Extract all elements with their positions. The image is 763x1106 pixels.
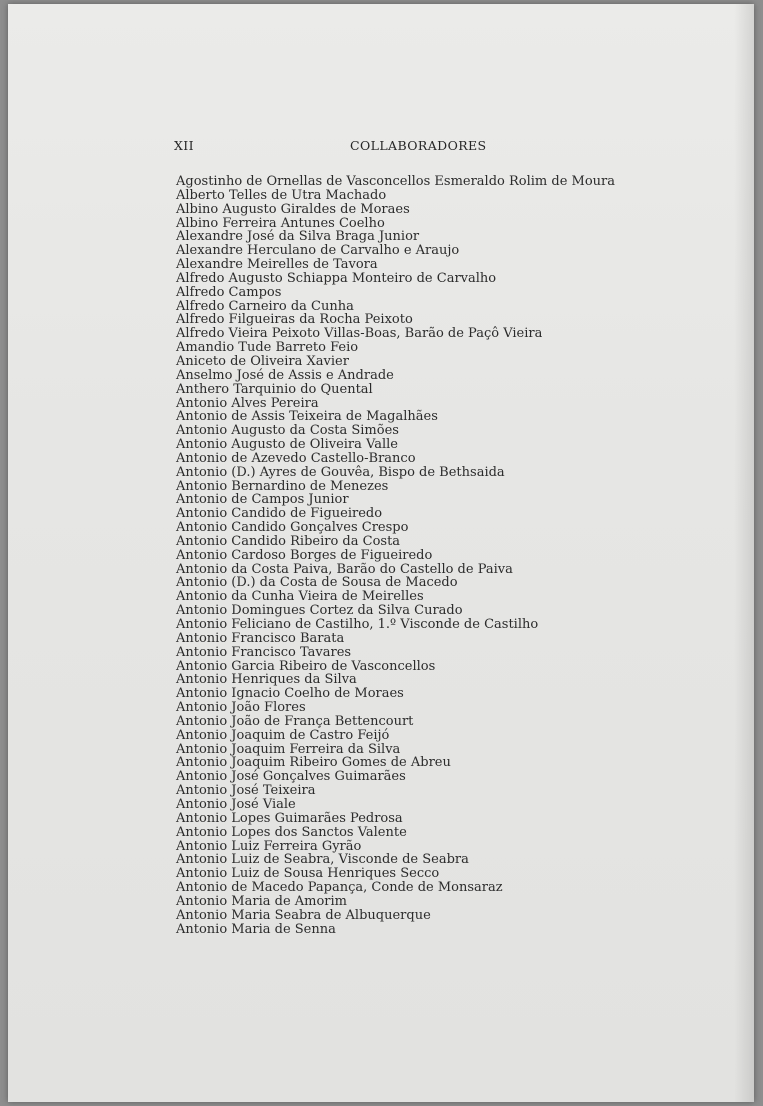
collaborator-name: Antonio de Campos Junior xyxy=(176,492,349,508)
collaborator-name: Antonio Feliciano de Castilho, 1.º Visconde de Castilho xyxy=(176,617,539,632)
running-head: COLLABORADORES xyxy=(350,138,487,153)
book-page xyxy=(8,4,754,1102)
collaborator-name: Antonio da Cunha Vieira de Meirelles xyxy=(176,589,424,605)
collaborator-name: Antonio de Azevedo Castello-Branco xyxy=(176,450,416,466)
collaborator-name: Alberto Telles de Utra Machado xyxy=(176,187,387,203)
collaborator-name: Antonio Candido Gonçalves Crespo xyxy=(176,520,409,536)
collaborator-name: Alfredo Vieira Peixoto Villas-Boas, Barão de Paçô Vieira xyxy=(176,326,543,342)
collaborator-name: Antonio Lopes Guimarães Pedrosa xyxy=(176,810,403,826)
collaborator-name: Antonio Augusto de Oliveira Valle xyxy=(176,437,398,453)
collaborator-name: Antonio Bernardino de Menezes xyxy=(176,478,389,494)
collaborator-name: Antonio Maria Seabra de Albuquerque xyxy=(176,907,431,923)
collaborator-name: Antonio Domingues Cortez da Silva Curado xyxy=(176,603,463,619)
collaborator-name: Antonio Joaquim Ferreira da Silva xyxy=(176,741,401,757)
collaborator-name: Antonio Augusto da Costa Simões xyxy=(176,423,399,439)
collaborator-name: Antonio João de França Bettencourt xyxy=(176,713,414,729)
collaborator-name: Antonio Lopes dos Sanctos Valente xyxy=(176,824,407,840)
collaborator-name: Antonio Garcia Ribeiro de Vasconcellos xyxy=(176,658,436,674)
collaborator-name: Antonio (D.) Ayres de Gouvêa, Bispo de Bethsaida xyxy=(176,464,505,480)
collaborator-name: Antonio Henriques da Silva xyxy=(176,672,357,688)
collaborator-name: Antonio José Viale xyxy=(176,796,296,812)
collaborator-name: Antonio Luiz Ferreira Gyrão xyxy=(176,838,362,854)
collaborator-name: Antonio Candido Ribeiro da Costa xyxy=(176,533,401,549)
collaborator-name: Antonio (D.) da Costa de Sousa de Macedo xyxy=(176,575,458,591)
collaborator-name: Antonio Joaquim Ribeiro Gomes de Abreu xyxy=(176,755,451,771)
collaborator-name: Antonio Luiz de Seabra, Visconde de Seabra xyxy=(176,852,469,868)
collaborator-name: Alfredo Augusto Schiappa Monteiro de Carvalho xyxy=(176,270,497,286)
collaborator-name: Antonio Cardoso Borges de Figueiredo xyxy=(176,547,433,563)
collaborator-name: Antonio José Gonçalves Guimarães xyxy=(176,769,406,785)
page-shadow-edge xyxy=(734,4,754,1102)
collaborator-name: Albino Ferreira Antunes Coelho xyxy=(176,215,385,231)
collaborator-name: Antonio Ignacio Coelho de Moraes xyxy=(176,686,404,702)
collaborator-name: Antonio José Teixeira xyxy=(176,783,316,799)
collaborator-name: Alfredo Filgueiras da Rocha Peixoto xyxy=(176,312,413,328)
collaborator-name: Antonio Maria de Senna xyxy=(176,921,336,937)
collaborator-name: Alfredo Carneiro da Cunha xyxy=(176,298,354,314)
collaborator-name: Aniceto de Oliveira Xavier xyxy=(176,353,349,369)
collaborator-name: Anselmo José de Assis e Andrade xyxy=(176,367,394,383)
collaborator-name: Amandio Tude Barreto Feio xyxy=(176,340,359,356)
collaborator-name: Antonio Joaquim de Castro Feijó xyxy=(176,727,390,743)
page-number: XII xyxy=(174,138,194,153)
collaborator-name: Anthero Tarquinio do Quental xyxy=(176,381,373,397)
collaborator-name: Antonio Candido de Figueiredo xyxy=(176,506,383,522)
collaborator-name: Antonio de Macedo Papança, Conde de Monsaraz xyxy=(176,880,503,896)
page-header xyxy=(174,138,610,154)
collaborator-name: Agostinho de Ornellas de Vasconcellos Esmeraldo Rolim de Moura xyxy=(176,174,616,189)
collaborator-name: Alexandre Herculano de Carvalho e Araujo xyxy=(176,243,460,259)
collaborator-name: Antonio Francisco Barata xyxy=(176,630,345,646)
collaborator-name: Antonio Francisco Tavares xyxy=(176,644,352,660)
collaborator-name: Alexandre Meirelles de Tavora xyxy=(176,257,378,273)
collaborator-name: Albino Augusto Giraldes de Moraes xyxy=(176,201,410,217)
collaborators-list xyxy=(176,175,636,936)
collaborator-name: Antonio de Assis Teixeira de Magalhães xyxy=(176,409,438,425)
collaborator-name: Antonio da Costa Paiva, Barão do Castello de Paiva xyxy=(176,561,513,577)
collaborator-name: Antonio Alves Pereira xyxy=(176,395,319,411)
collaborator-name: Alfredo Campos xyxy=(176,284,282,300)
collaborator-name: Alexandre José da Silva Braga Junior xyxy=(176,229,420,245)
collaborator-name: Antonio Maria de Amorim xyxy=(176,893,348,909)
collaborator-name: Antonio João Flores xyxy=(176,700,306,716)
collaborator-name: Antonio Luiz de Sousa Henriques Secco xyxy=(176,866,440,882)
